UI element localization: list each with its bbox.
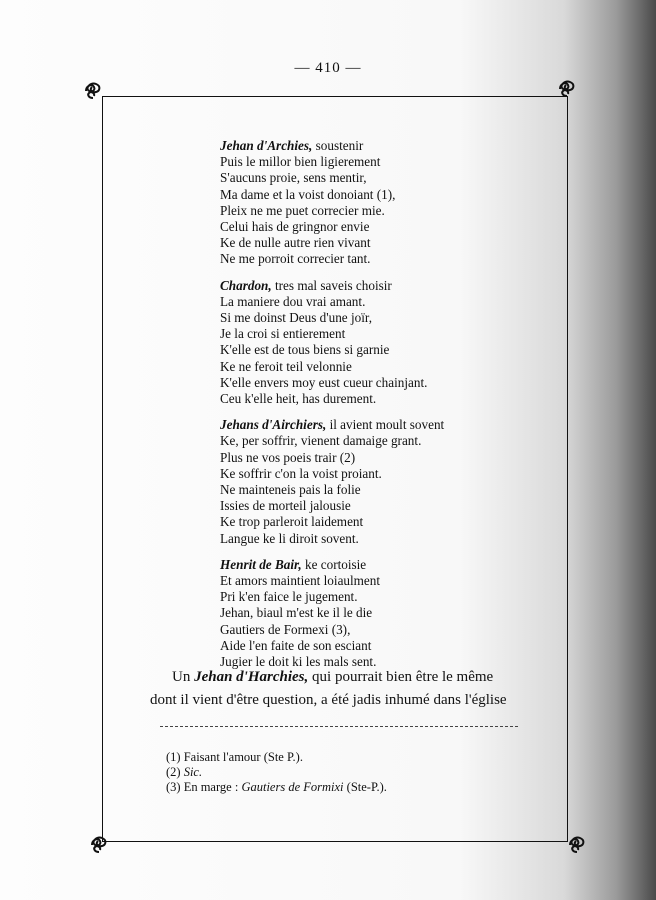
verse-line: Puis le millor bien ligierement [220,154,381,170]
verse-line: Pri k'en faice le jugement. [220,589,358,605]
verse-line: Jehan, biaul m'est ke il le die [220,605,373,621]
verse-line: Je la croi si entierement [220,326,346,342]
verse-line: K'elle envers moy eust cueur chainjant. [220,374,428,390]
verse-line: Ma dame et la voist donoiant (1), [220,186,396,202]
verse-line: Plus ne vos poeis trair (2) [220,449,356,465]
verse-text: tres mal saveis choisir [271,277,392,293]
poem [220,138,550,680]
footnote-text: Faisant l'amour (Ste P.). [180,750,303,764]
speaker-name: Jehan d'Archies, [220,138,313,153]
verse-line: Et amors maintient loiaulment [220,573,381,589]
footnote-mark: (3) [166,780,181,794]
verse-line: Jugier le doit ki les mals sent. [220,654,377,670]
speaker-name: Chardon, [220,277,272,293]
footnote-text: En marge : [180,780,242,794]
verse-line: Ke de nulle autre rien vivant [220,235,371,251]
prose-line: dont il vient d'être question, a été jadis inhumé dans l'église [150,692,507,708]
speaker-name: Henrit de Bair, [220,556,302,572]
stanza [220,278,550,408]
verse-line [220,138,550,154]
verse-line: Aide l'en faite de son esciant [220,637,372,653]
verse-text: soustenir [312,138,364,153]
verse-line: Ke ne feroit teil velonnie [220,358,352,374]
verse-line: Si me doinst Deus d'une joïr, [220,310,373,326]
verse-line: Ceu k'elle heit, has durement. [220,391,377,407]
footnotes [166,750,506,795]
fleuron-knot-icon [82,80,104,102]
verse-text: ke cortoisie [301,556,367,572]
page-number: — 410 — [294,60,362,76]
prose-line [150,666,530,689]
verse-line: Ne me porroit correcier tant. [220,251,371,267]
verse-line: K'elle est de tous biens si garnie [220,342,390,358]
verse-line [220,557,550,573]
footnote-text-after: (Ste-P.). [343,780,387,794]
footnote-italic: Sic. [183,765,203,779]
verse-line: Gautiers de Formexi (3), [220,621,351,637]
prose-name: Jehan d'Harchies, [194,669,309,685]
footnote-mark: (1) [166,750,181,764]
footnote-rule [160,726,518,727]
verse-line: Celui hais de gringnor envie [220,219,370,235]
footnote [166,750,506,765]
footnote [166,780,506,795]
verse-line [220,278,550,294]
verse-line: Ne mainteneis pais la folie [220,482,361,498]
footnote-italic: Gautiers de Formixi [241,780,344,794]
stanza [220,417,550,547]
verse-line: Ke, per soffrir, vienent damaige grant. [220,433,422,449]
fleuron-knot-icon [566,834,588,856]
verse-text: il avient moult sovent [326,417,445,433]
verse-line: Langue ke li diroit sovent. [220,530,359,546]
footnote [166,765,506,780]
verse-line: Pleix ne me puet correcier mie. [220,202,385,218]
fleuron-knot-icon [88,834,110,856]
prose-paragraph [150,666,530,712]
verse-line: Ke soffrir c'on la voist proiant. [220,465,382,481]
stanza [220,138,550,268]
verse-line: La maniere dou vrai amant. [220,293,366,309]
prose-text: qui pourrait bien être le même [308,669,494,685]
stanza [220,557,550,670]
verse-line: Ke trop parleroit laidement [220,514,364,530]
footnote-mark: (2) [166,765,181,779]
fleuron-knot-icon [556,78,578,100]
prose-text: Un [172,669,195,685]
speaker-name: Jehans d'Airchiers, [220,417,327,433]
verse-line: Issies de morteil jalousie [220,498,351,514]
verse-line [220,417,550,433]
verse-line: S'aucuns proie, sens mentir, [220,170,367,186]
